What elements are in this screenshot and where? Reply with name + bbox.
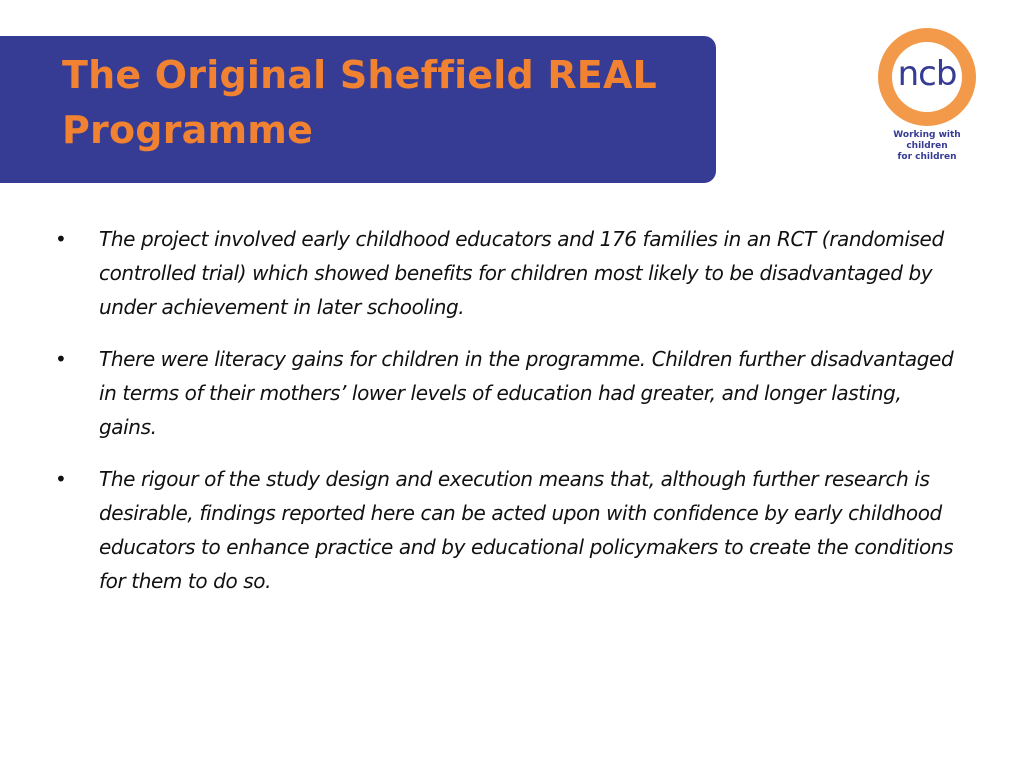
bullet-item xyxy=(55,222,955,324)
logo-wordmark: ncb xyxy=(897,54,957,94)
bullet-text: The project involved early childhood educators and 176 families in an RCT (randomised controlled trial) which showed benefits for children most likely to be disadvantaged by under achievement in later schooling. xyxy=(99,227,944,319)
bullet-item xyxy=(55,462,955,598)
ncb-logo xyxy=(872,28,982,162)
bullet-text: There were literacy gains for children in the programme. Children further disadvantaged in terms of their mothers’ lower levels of education had greater, and longer lasting, gains. xyxy=(99,347,954,439)
logo-tagline xyxy=(872,130,982,163)
bullet-icon: • xyxy=(55,347,67,371)
bullet-list xyxy=(55,222,955,616)
bullet-icon: • xyxy=(55,227,67,251)
bullet-icon: • xyxy=(55,467,67,491)
bullet-item xyxy=(55,342,955,444)
logo-tagline-line-2: for children xyxy=(897,152,957,162)
bullet-text: The rigour of the study design and execution means that, although further research is desirable, findings reported here can be acted upon with confidence by early childhood educators to enhance practice and by educational policymakers to create the conditions for them to do so. xyxy=(99,467,954,593)
logo-tagline-line-1: Working with children xyxy=(893,130,961,151)
slide-title: The Original Sheffield REAL Programme xyxy=(62,53,657,152)
